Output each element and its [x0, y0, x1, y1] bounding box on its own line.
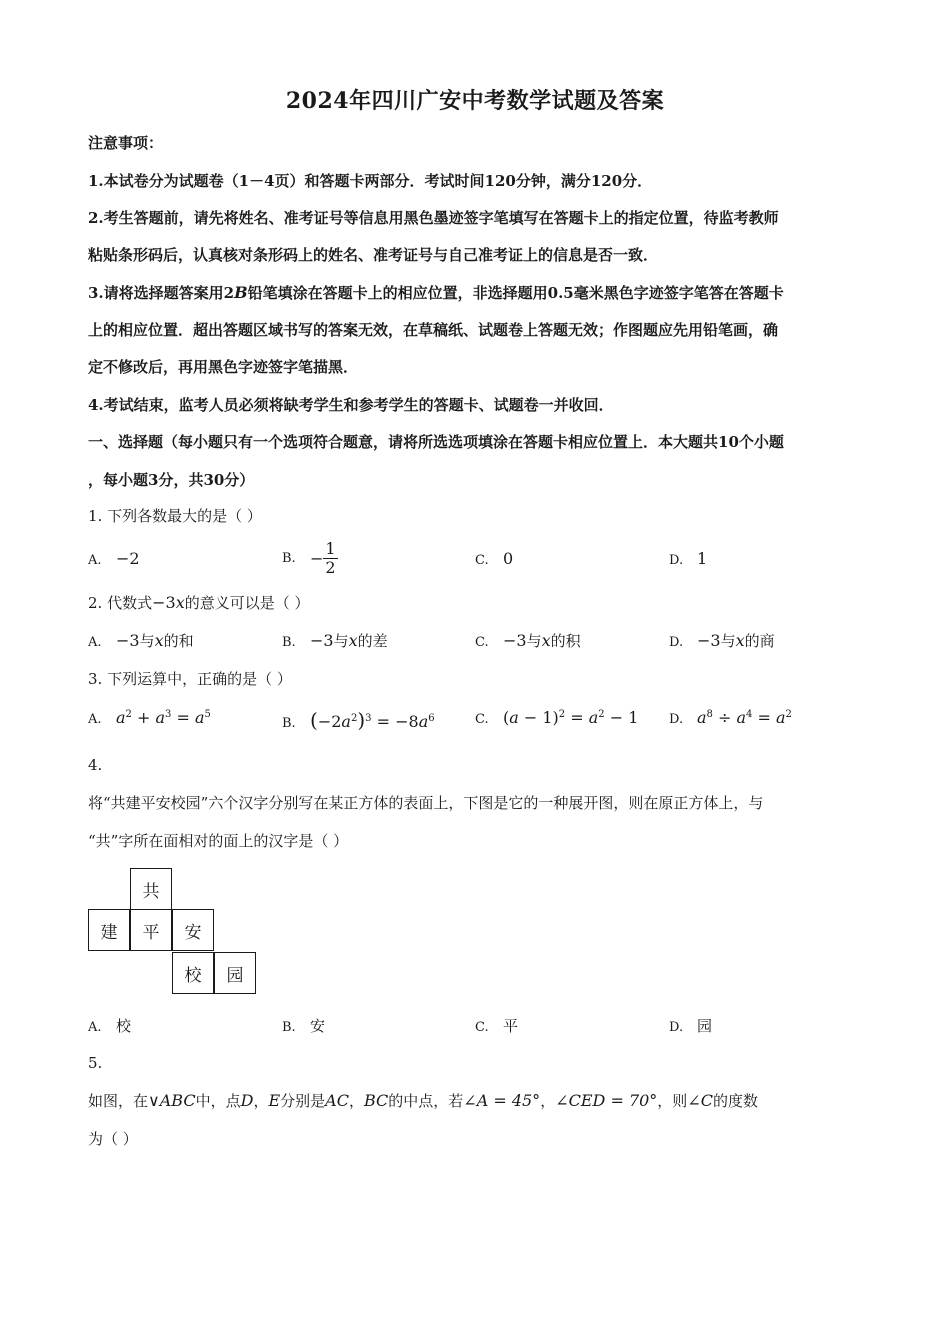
q1-option-d[interactable]: D. 1 — [669, 549, 708, 568]
question-3-options — [88, 708, 868, 748]
question-2-stem: 2. 代数式−3x的意义可以是（ ） — [88, 593, 310, 612]
net-cell-xiao: 校 — [172, 952, 214, 994]
net-cell-ping: 平 — [130, 909, 172, 951]
net-cell-jian: 建 — [88, 909, 130, 951]
q4-option-b[interactable]: B. 安 — [282, 1017, 326, 1035]
note-3c: 定不修改后，再用黑色字迹签字笔描黑． — [88, 358, 359, 376]
q4-option-a[interactable]: A. 校 — [88, 1017, 132, 1035]
section-1-heading-b: ，每小题3分，共30分） — [88, 471, 255, 489]
notes-heading: 注意事项： — [88, 134, 164, 152]
q1-option-c[interactable]: C. 0 — [475, 549, 514, 568]
q3-option-d[interactable]: D. $a^8 \div a^4 = a^2$ — [669, 708, 792, 727]
q4-option-c[interactable]: C. 平 — [475, 1017, 519, 1035]
q2-option-c[interactable]: C. −3与x的积 — [475, 631, 581, 650]
note-2b: 粘贴条形码后，认真核对条形码上的姓名、准考证号与自己准考证上的信息是否一致． — [88, 246, 659, 264]
q3-option-b[interactable]: B. $(-2a^2)^3 = -8a^6$ — [282, 708, 435, 732]
note-2a: 2.考生答题前，请先将姓名、准考证号等信息用黑色墨迹签字笔填写在答题卡上的指定位置，待监考教师 — [88, 209, 779, 227]
note-3a: 3.请将选择题答案用2B铅笔填涂在答题卡上的相应位置，非选择题用0.5毫米黑色字迹签字笔答在答题卡 — [88, 283, 784, 302]
question-2-options — [88, 630, 868, 670]
question-4-stem-b: “共”字所在面相对的面上的汉字是（ ） — [88, 832, 349, 850]
question-3-stem: 3. 下列运算中，正确的是（ ） — [88, 670, 292, 688]
q1-option-a[interactable]: A. −2 — [88, 549, 140, 568]
note-3b: 上的相应位置．超出答题区域书写的答案无效，在草稿纸、试题卷上答题无效；作图题应先用铅笔画，确 — [88, 321, 779, 339]
page-title: 2024年四川广安中考数学试题及答案 — [285, 88, 665, 114]
section-1-heading-a: 一、选择题（每小题只有一个选项符合题意，请将所选选项填涂在答题卡相应位置上．本大题共10个小题 — [88, 433, 784, 451]
q2-option-d[interactable]: D. −3与x的商 — [669, 631, 775, 650]
question-5-stem-b: 为（ ） — [88, 1130, 138, 1148]
question-1-stem: 1. 下列各数最大的是（ ） — [88, 507, 262, 525]
q2-option-a[interactable]: A. −3与x的和 — [88, 631, 194, 650]
net-cell-gong: 共 — [130, 868, 172, 910]
q1-option-b[interactable]: B. − $\frac{1}{2}$ — [282, 539, 336, 577]
net-cell-an: 安 — [172, 909, 214, 951]
note-4: 4.考试结束，监考人员必须将缺考学生和参考学生的答题卡、试题卷一并收回． — [88, 396, 614, 414]
q3-option-a[interactable]: A. $a^2 + a^3 = a^5$ — [88, 708, 211, 727]
note-1: 1.本试卷分为试题卷（1－4页）和答题卡两部分．考试时间120分钟，满分120分． — [88, 172, 653, 190]
question-5-number: 5. — [88, 1054, 103, 1072]
net-cell-yuan: 园 — [214, 952, 256, 994]
question-4-stem-a: 将“共建平安校园”六个汉字分别写在某正方体的表面上，下图是它的一种展开图，则在原正方体上，与 — [88, 794, 764, 812]
q2-option-b[interactable]: B. −3与x的差 — [282, 631, 388, 650]
question-4-options — [88, 1015, 868, 1055]
q4-option-d[interactable]: D. 园 — [669, 1017, 713, 1035]
q3-option-c[interactable]: C. $(a - 1)^2 = a^2 - 1$ — [475, 708, 639, 727]
question-1-options — [88, 540, 868, 580]
cube-net-figure — [88, 868, 258, 996]
question-4-number: 4. — [88, 756, 103, 774]
question-5-stem-a: 如图，在∨ABC中，点D，E分别是AC，BC的中点，若∠A = 45°，∠CED = 70°，则∠C的度数 — [88, 1091, 758, 1110]
